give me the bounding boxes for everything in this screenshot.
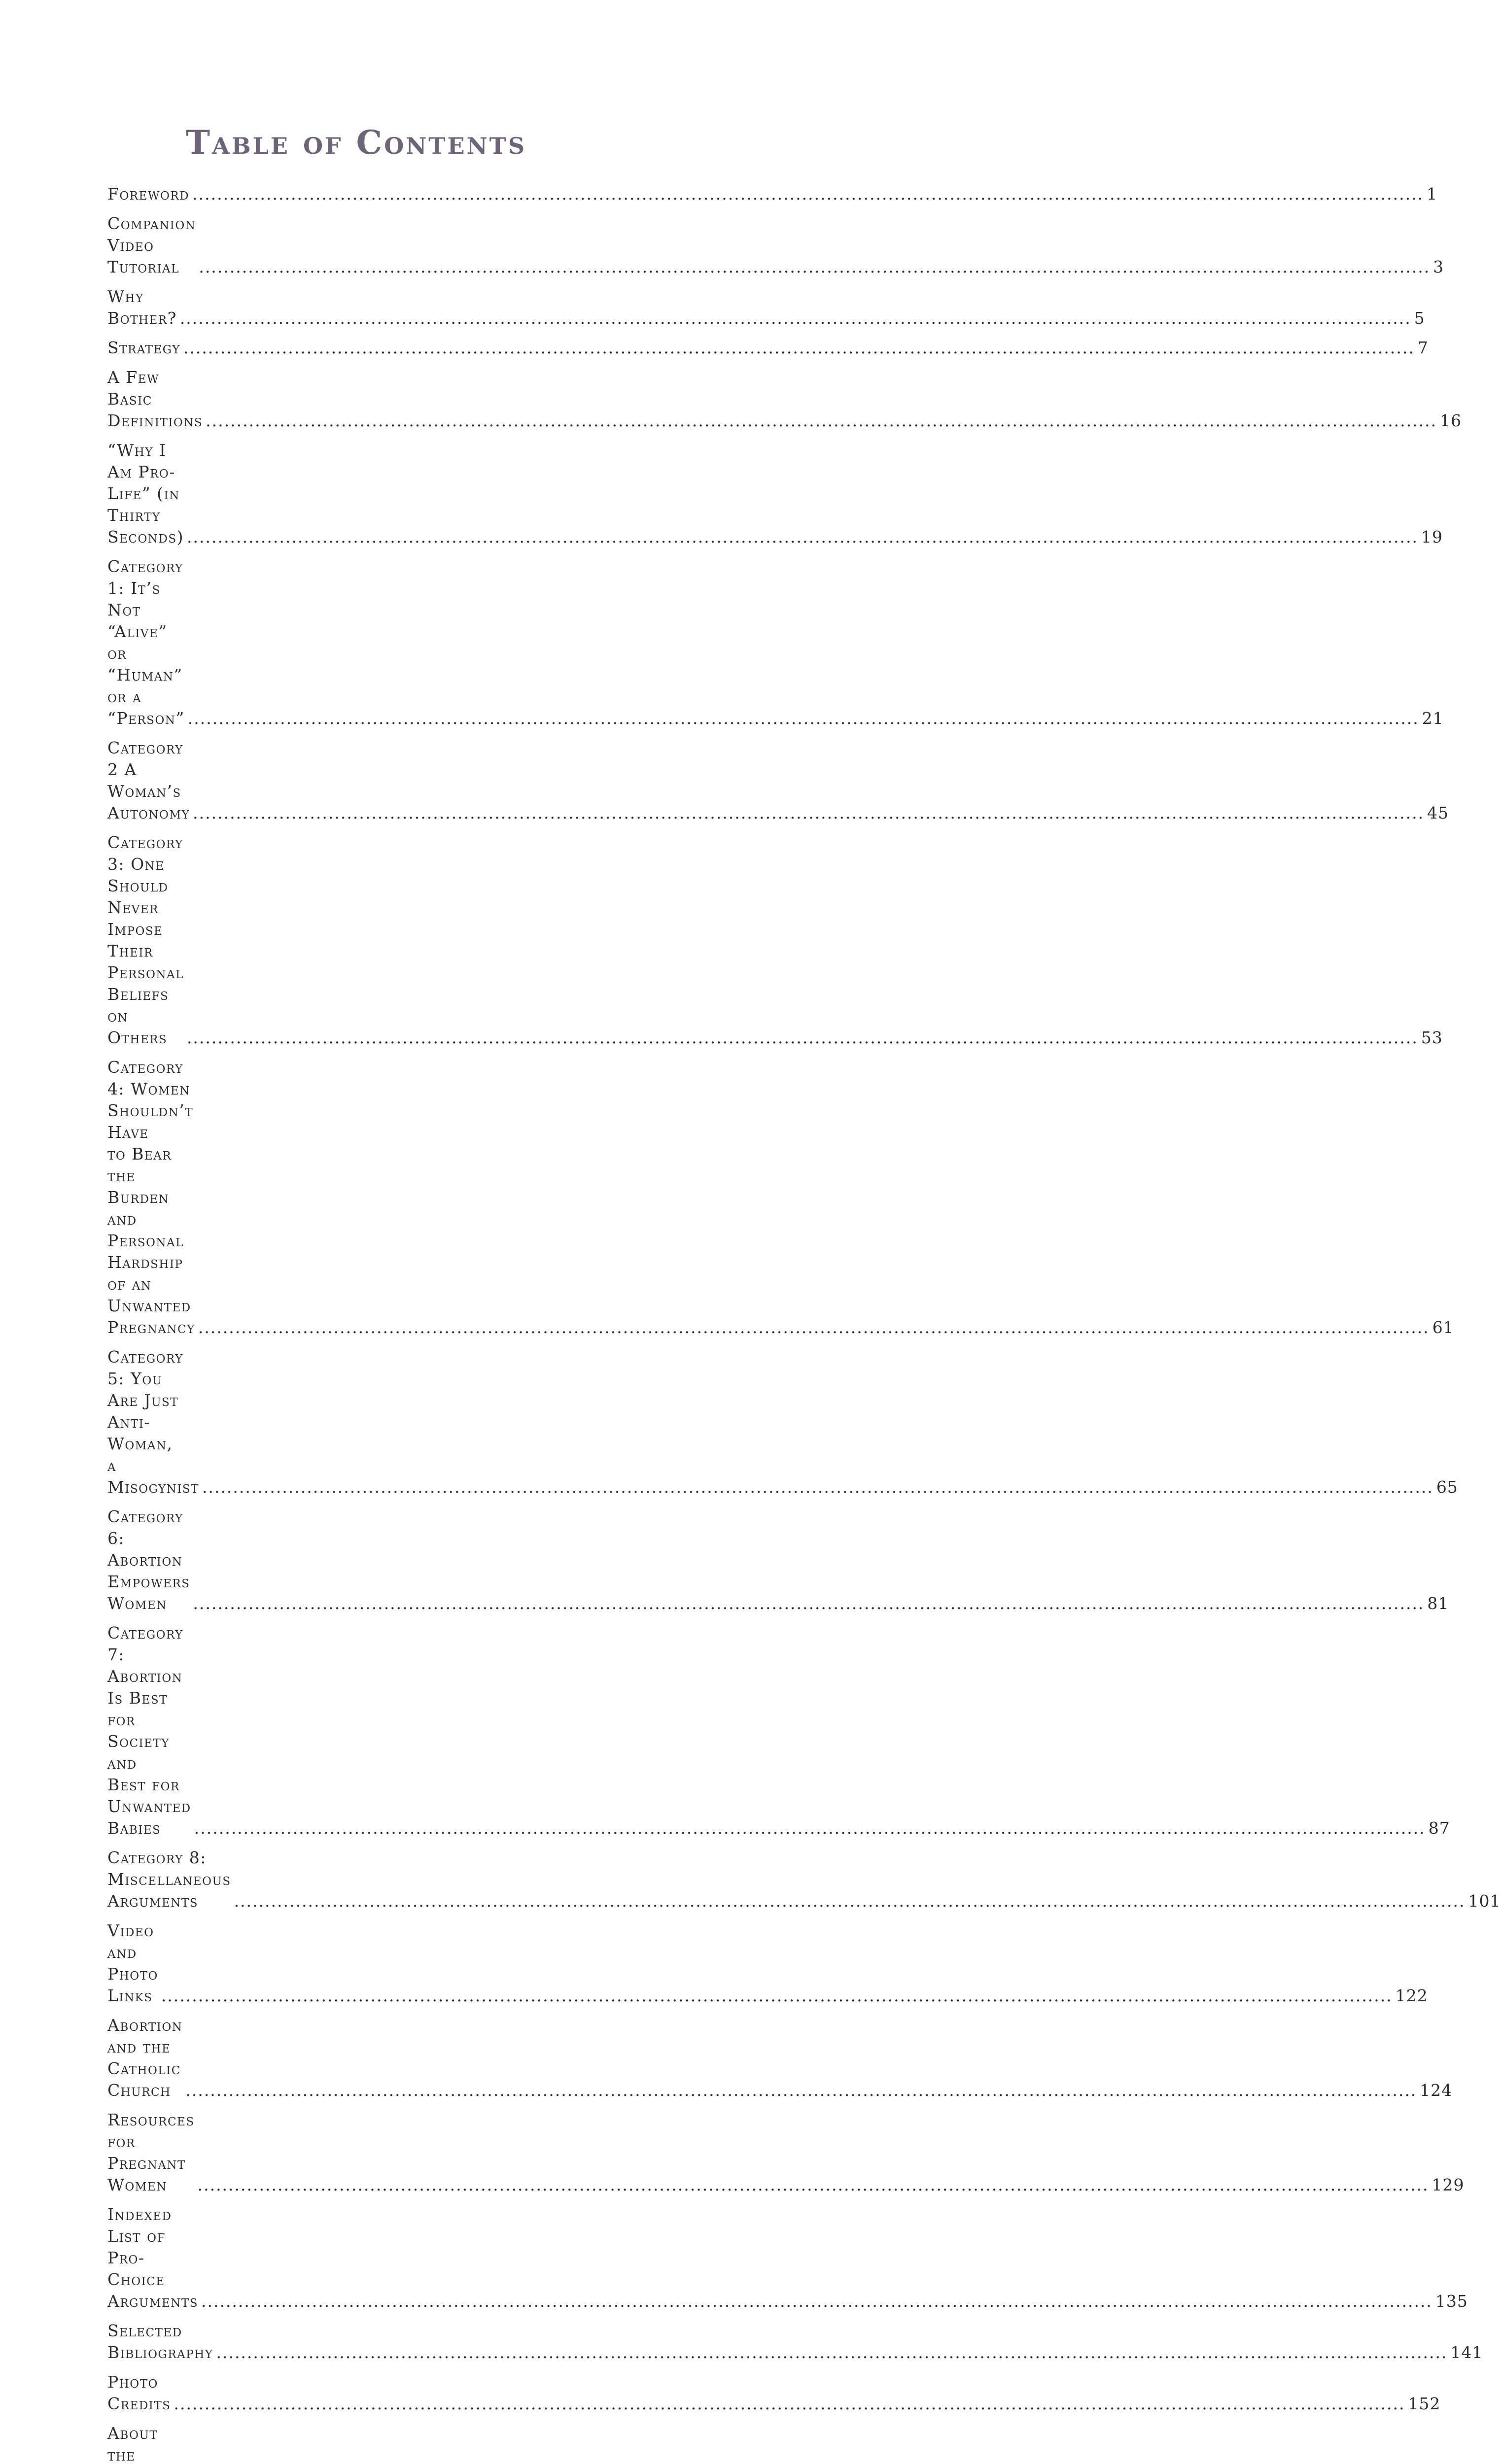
toc-leader-dots (174, 2393, 1405, 2415)
toc-entry-page: 61 (1432, 1318, 1454, 1337)
toc-entry-page: 122 (1395, 1986, 1428, 2005)
toc-entry-label: “Why I Am Pro-Life” (in Thirty Seconds) (107, 441, 184, 547)
toc-entry[interactable] (107, 367, 1462, 432)
toc-entry-page: 19 (1421, 527, 1443, 547)
toc-entry-page: 152 (1408, 2394, 1441, 2413)
toc-entry-page: 16 (1440, 411, 1462, 430)
toc-leader-dots (185, 2080, 1417, 2101)
toc-entry-page: 101 (1468, 1891, 1501, 1911)
toc-entry-label: Category 7: Abortion Is Best for Society and Best for Unwanted Babies (107, 1623, 191, 1838)
toc-leader-dots (183, 337, 1415, 359)
toc-entry-label: Abortion and the Catholic Church (107, 2016, 183, 2100)
toc-entry[interactable] (107, 337, 1429, 359)
toc-entry[interactable] (107, 2109, 1465, 2196)
toc-entry-label: Video and Photo Links (107, 1921, 158, 2005)
toc-entry[interactable] (107, 183, 1438, 205)
toc-entry[interactable] (107, 2371, 1441, 2415)
toc-entry[interactable] (107, 2423, 584, 2464)
toc-leader-dots (161, 1985, 1393, 2007)
toc-entry-page: 21 (1422, 709, 1444, 728)
toc-leader-dots (192, 183, 1424, 205)
toc-leader-dots (199, 256, 1430, 278)
toc-entry-page: 5 (1414, 308, 1425, 328)
toc-entry-label: Why Bother? (107, 287, 177, 328)
page-title: Table of Contents (185, 123, 527, 162)
toc-entry[interactable] (107, 1920, 1428, 2007)
toc-leader-dots (187, 526, 1418, 548)
toc-entry[interactable] (107, 286, 1425, 329)
toc-entry-page: 53 (1421, 1028, 1443, 1047)
toc-entry-label: Indexed List of Pro-Choice Arguments (107, 2205, 198, 2311)
toc-entry-label: A Few Basic Definitions (107, 368, 203, 430)
toc-entry-page: 1 (1427, 184, 1438, 204)
toc-entry-label: Companion Video Tutorial (107, 214, 196, 276)
toc-entry-label: Category 4: Women Shouldn’t Have to Bear the Burden and Personal Hardship of an Unwanted Pregnancy (107, 1058, 195, 1337)
toc-leader-dots (234, 1890, 1466, 1912)
toc-entry[interactable] (107, 1057, 1454, 1338)
toc-entry-page: 135 (1435, 2292, 1468, 2311)
toc-entry[interactable] (107, 1622, 1450, 1839)
toc-entry-page: 45 (1427, 803, 1449, 822)
toc-leader-dots (198, 1317, 1430, 1338)
toc-leader-dots (194, 1817, 1426, 1839)
toc-leader-dots (202, 1476, 1433, 1498)
toc-entry-label: Category 6: Abortion Empowers Women (107, 1507, 190, 1613)
toc-entry-label: Category 2 A Woman’s Autonomy (107, 738, 190, 822)
toc-entry[interactable] (107, 213, 1444, 278)
toc-entry[interactable] (107, 1346, 1458, 1498)
toc-entry[interactable] (107, 2015, 1453, 2101)
toc-entry[interactable] (107, 737, 1449, 824)
toc-entry-label: Category 5: You Are Just Anti-Woman, a Misogynist (107, 1347, 199, 1497)
toc-leader-dots (193, 1593, 1424, 1614)
toc-entry-page: 7 (1417, 338, 1429, 357)
toc-leader-dots (206, 410, 1437, 432)
toc-entry-page: 129 (1431, 2175, 1465, 2194)
toc-leader-dots (180, 308, 1411, 329)
toc-entry-label: Foreword (107, 184, 190, 204)
toc-entry-page: 124 (1420, 2081, 1453, 2100)
toc-entry-label: Strategy (107, 338, 180, 357)
toc-entry-page: 65 (1436, 1477, 1458, 1497)
toc-entry[interactable] (107, 440, 1443, 548)
toc-leader-dots (198, 2174, 1429, 2196)
toc-entry-label: Category 1: It’s Not “Alive” or “Human” or a “Person” (107, 557, 185, 728)
toc-entry[interactable] (107, 1506, 1449, 1614)
toc-entry-label: About the (107, 2424, 158, 2464)
toc-leader-dots (201, 2291, 1432, 2312)
toc-entry-page: 3 (1433, 257, 1444, 276)
toc-entry[interactable] (107, 832, 1443, 1049)
toc-list (107, 183, 1501, 2464)
toc-entry-label: Category 8: Miscellaneous Arguments (107, 1848, 231, 1911)
toc-entry-label: Resources for Pregnant Women (107, 2110, 195, 2194)
toc-entry[interactable] (107, 1847, 1501, 1912)
toc-entry-page: 81 (1427, 1594, 1449, 1613)
toc-leader-dots (193, 802, 1424, 824)
toc-entry[interactable] (107, 2320, 1483, 2363)
toc-leader-dots (187, 1027, 1418, 1049)
toc-entry-page: 141 (1450, 2343, 1483, 2362)
toc-leader-dots (216, 2342, 1447, 2363)
toc-entry-label: Selected Bibliography (107, 2321, 213, 2362)
toc-entry[interactable] (107, 556, 1444, 729)
toc-leader-dots (188, 708, 1419, 729)
toc-entry-label: Photo Credits (107, 2372, 171, 2413)
toc-entry-page: 87 (1428, 1818, 1450, 1838)
toc-entry[interactable] (107, 2204, 1468, 2312)
toc-entry-label: Category 3: One Should Never Impose Their Personal Beliefs on Others (107, 833, 184, 1047)
